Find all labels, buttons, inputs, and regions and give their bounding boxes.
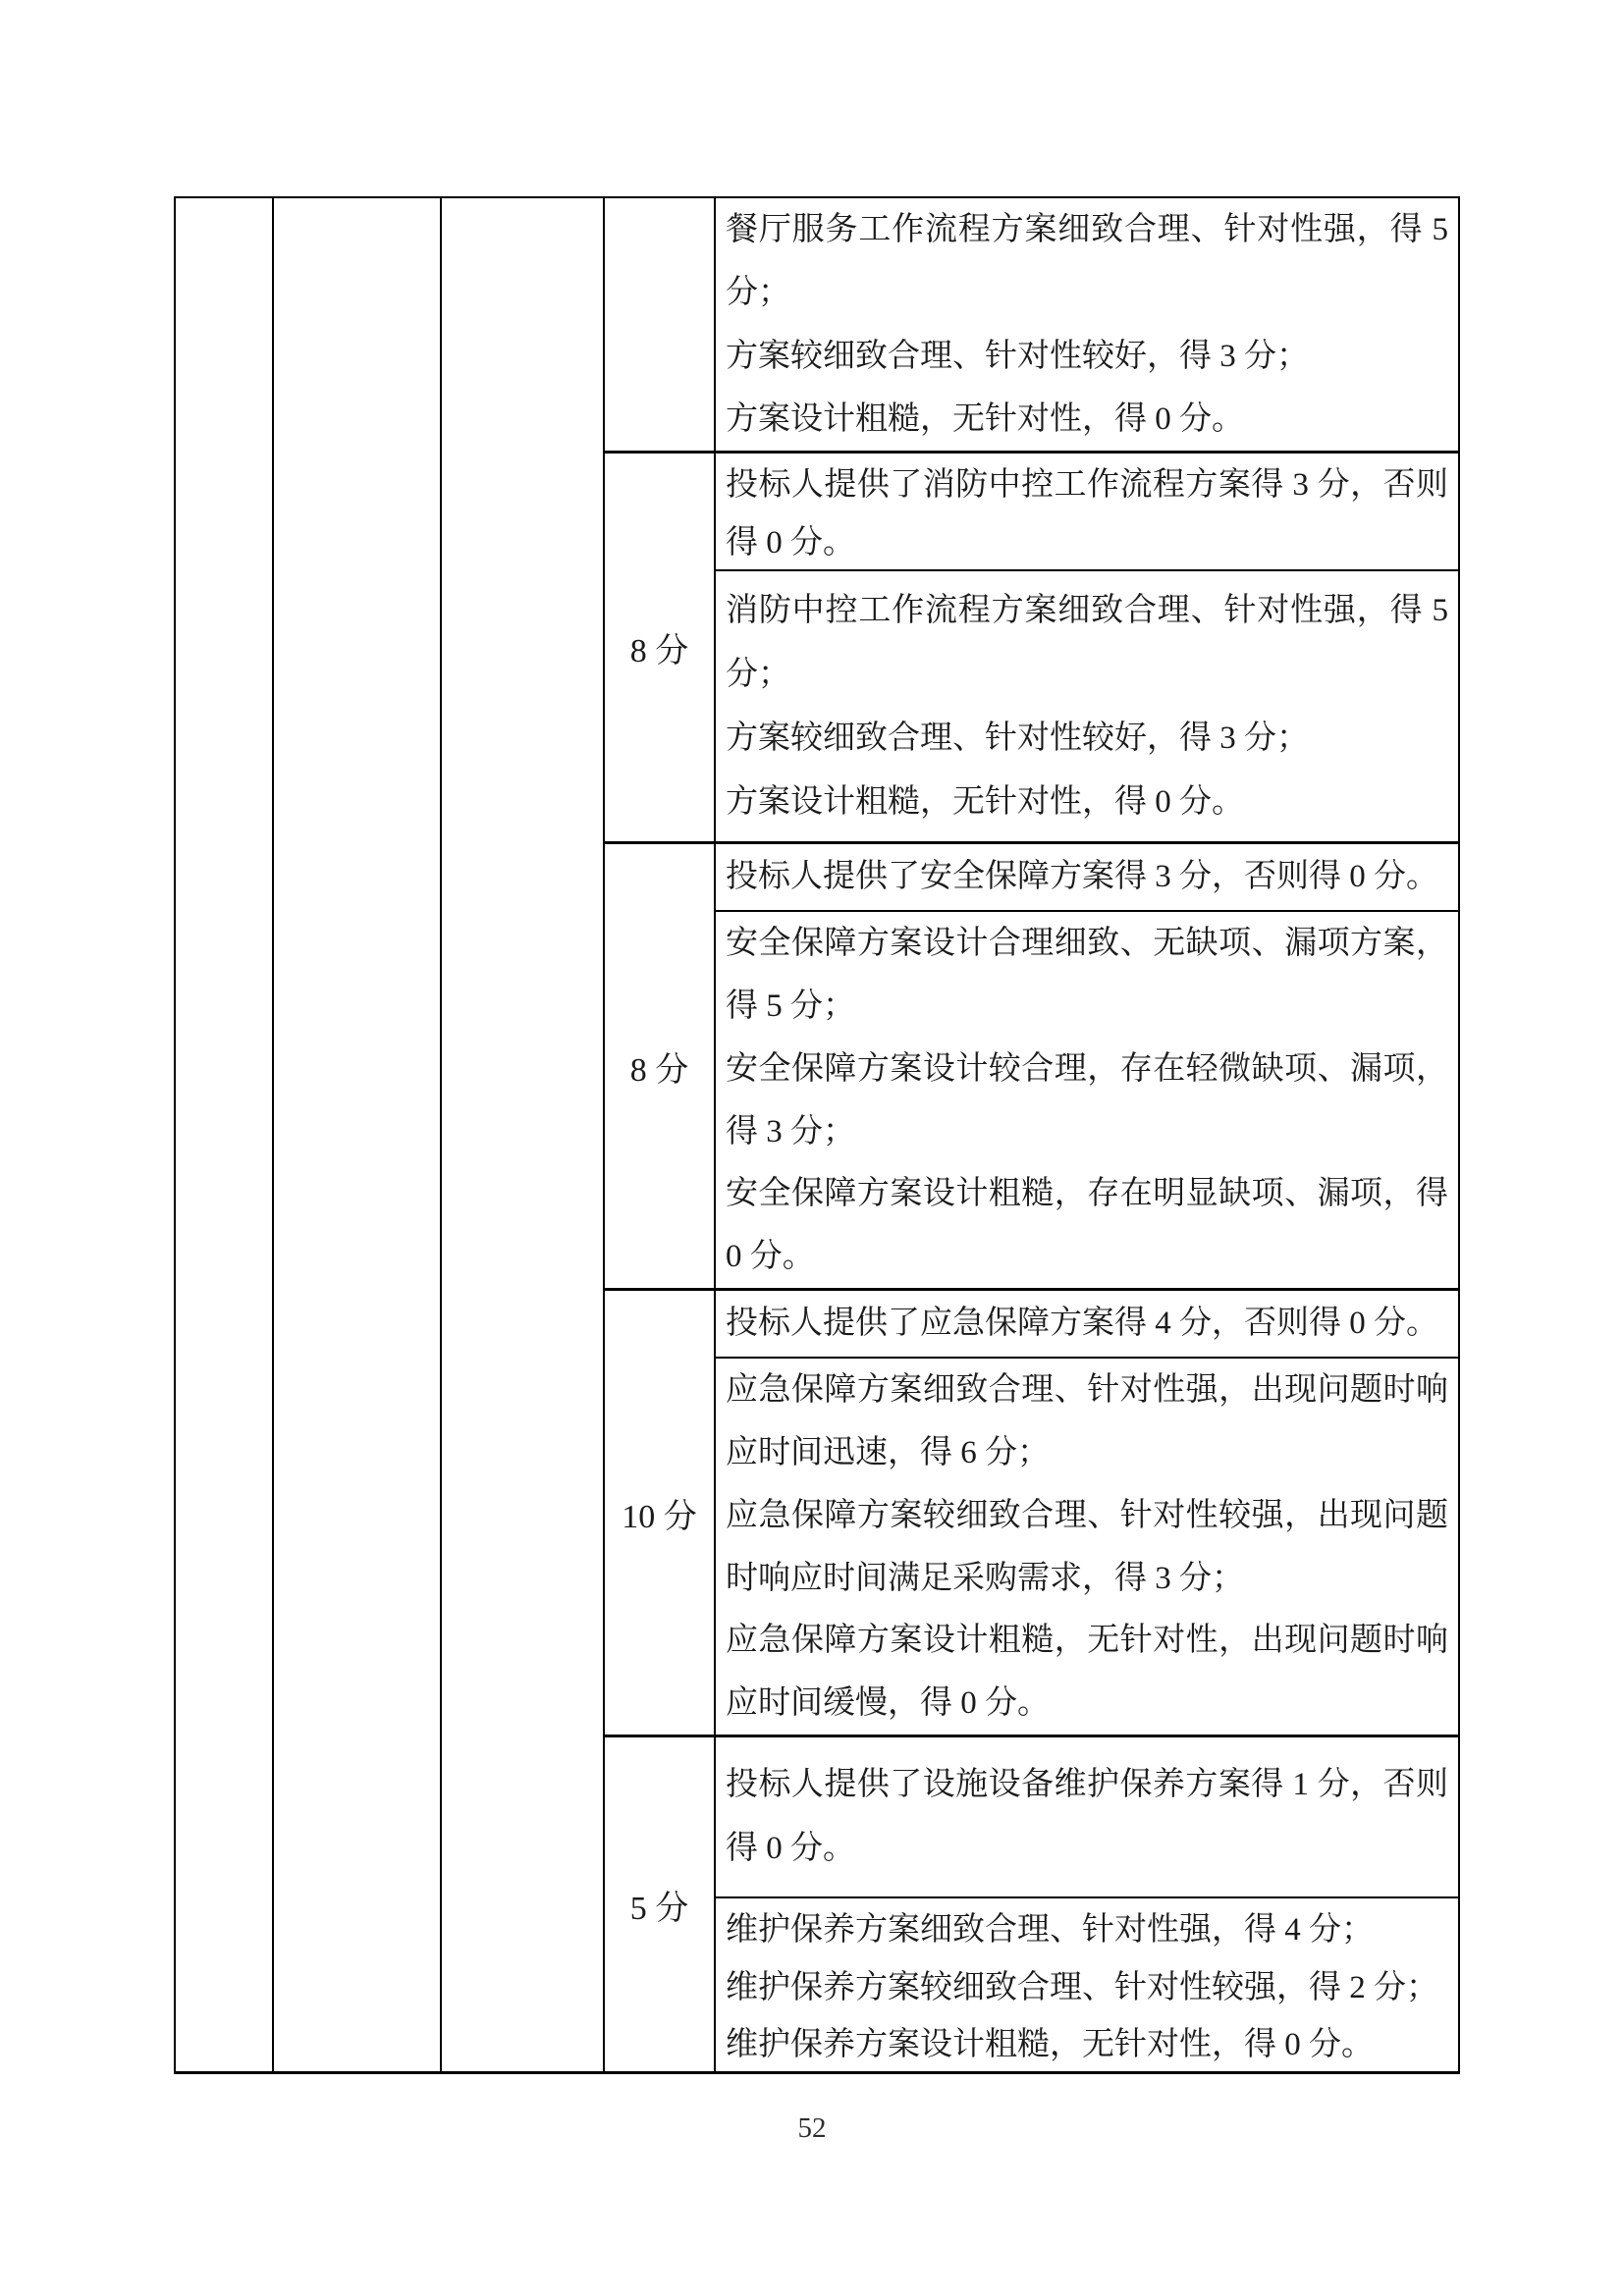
criteria-line: 投标人提供了消防中控工作流程方案得 3 分，否则 xyxy=(726,467,1448,503)
criteria-column xyxy=(716,1737,1458,2071)
criteria-block xyxy=(605,454,1458,844)
criteria-line: 方案设计粗糙，无针对性，得 0 分。 xyxy=(726,783,1244,820)
criteria-line: 安全保障方案设计合理细致、无缺项、漏项方案， xyxy=(726,926,1448,962)
criteria-column xyxy=(716,454,1458,841)
criteria-line: 应急保障方案细致合理、针对性强，出现问题时响 xyxy=(726,1372,1448,1409)
criteria-line: 方案较细致合理、针对性较好，得 3 分； xyxy=(726,720,1309,756)
criteria-line: 应急保障方案较细致合理、针对性较强，出现问题 xyxy=(726,1497,1448,1533)
criteria-line: 方案较细致合理、针对性较好，得 3 分； xyxy=(726,338,1309,374)
criteria-line: 应时间迅速，得 6 分； xyxy=(726,1434,1050,1470)
criteria-block xyxy=(605,198,1458,454)
criteria-line: 分； xyxy=(726,656,790,692)
criteria-cell xyxy=(716,198,1458,451)
criteria-line: 维护保养方案设计粗糙，无针对性，得 0 分。 xyxy=(726,2027,1374,2063)
criteria-cell xyxy=(716,1291,1458,1357)
criteria-line: 得 0 分。 xyxy=(726,1831,855,1866)
score-cell: 5 分 xyxy=(605,1737,716,2071)
criteria-line: 餐厅服务工作流程方案细致合理、针对性强，得 5 xyxy=(726,212,1448,247)
criteria-line: 安全保障方案设计较合理，存在轻微缺项、漏项， xyxy=(726,1050,1448,1087)
criteria-line: 得 0 分。 xyxy=(726,525,855,561)
table-empty-column-1 xyxy=(176,198,274,2071)
criteria-line: 消防中控工作流程方案细致合理、针对性强，得 5 xyxy=(726,592,1448,628)
criteria-cell xyxy=(716,1737,1458,1896)
criteria-line: 分； xyxy=(726,275,790,311)
criteria-cell xyxy=(716,910,1458,1288)
table-empty-column-2 xyxy=(274,198,442,2071)
criteria-line: 得 3 分； xyxy=(726,1113,855,1149)
page-number: 52 xyxy=(797,2112,827,2144)
criteria-line: 时响应时间满足采购需求，得 3 分； xyxy=(726,1560,1244,1596)
criteria-line: 得 5 分； xyxy=(726,988,855,1024)
criteria-line: 投标人提供了应急保障方案得 4 分，否则得 0 分。 xyxy=(726,1306,1438,1341)
criteria-cell xyxy=(716,454,1458,569)
criteria-line: 投标人提供了设施设备维护保养方案得 1 分，否则 xyxy=(726,1767,1448,1802)
criteria-line: 维护保养方案较细致合理、针对性较强，得 2 分； xyxy=(726,1969,1438,2005)
criteria-line: 0 分。 xyxy=(726,1239,815,1275)
criteria-line: 方案设计粗糙，无针对性，得 0 分。 xyxy=(726,400,1244,437)
score-cell xyxy=(605,198,716,451)
criteria-block xyxy=(605,1291,1458,1737)
score-cell: 8 分 xyxy=(605,844,716,1288)
criteria-cell xyxy=(716,569,1458,841)
criteria-line: 应时间缓慢，得 0 分。 xyxy=(726,1685,1050,1722)
score-cell: 10 分 xyxy=(605,1291,716,1735)
criteria-cell xyxy=(716,1357,1458,1735)
criteria-column xyxy=(716,198,1458,451)
table-score-blocks xyxy=(605,198,1458,2071)
criteria-line: 维护保养方案细致合理、针对性强，得 4 分； xyxy=(726,1912,1374,1948)
criteria-line: 应急保障方案设计粗糙，无针对性，出现问题时响 xyxy=(726,1623,1448,1659)
criteria-cell xyxy=(716,1896,1458,2071)
criteria-line: 安全保障方案设计粗糙，存在明显缺项、漏项，得 xyxy=(726,1176,1448,1212)
evaluation-criteria-table xyxy=(174,196,1460,2074)
criteria-column xyxy=(716,1291,1458,1735)
criteria-block xyxy=(605,1737,1458,2071)
score-cell: 8 分 xyxy=(605,454,716,841)
table-empty-column-3 xyxy=(442,198,605,2071)
criteria-line: 投标人提供了安全保障方案得 3 分，否则得 0 分。 xyxy=(726,859,1438,894)
criteria-block xyxy=(605,844,1458,1291)
criteria-cell xyxy=(716,844,1458,910)
criteria-column xyxy=(716,844,1458,1288)
